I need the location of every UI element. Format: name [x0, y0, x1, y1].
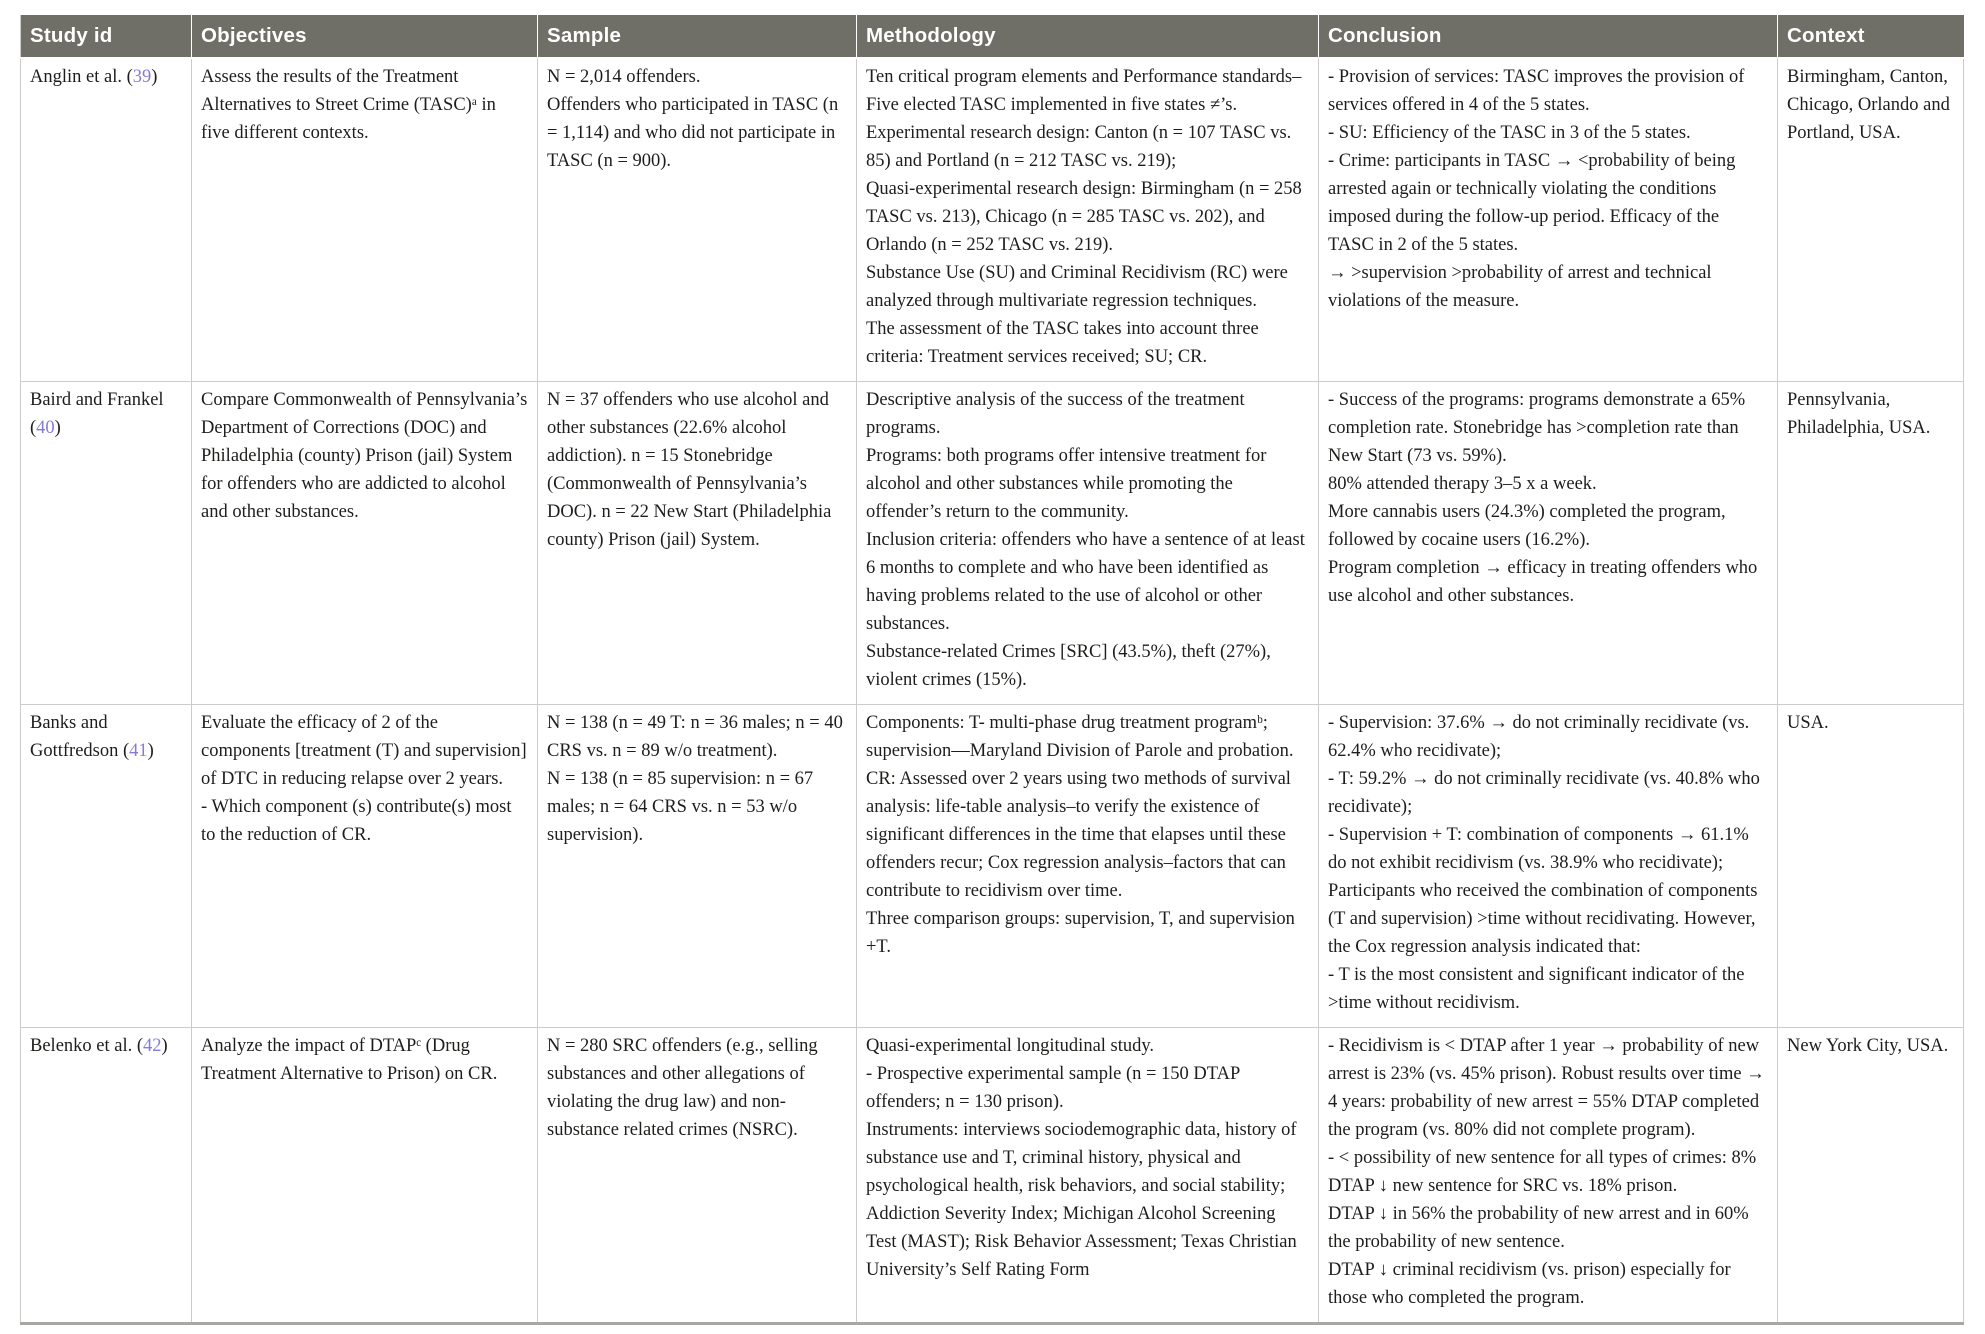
paragraph: Quasi-experimental longitudinal study. [866, 1036, 1155, 1056]
citation-link[interactable]: 41 [129, 741, 148, 761]
paragraph: Birmingham, Canton, Chicago, Orlando and Portland, USA. [1787, 67, 1950, 143]
study-id-text: Anglin et al. ( [30, 67, 133, 87]
col-header-methodology: Methodology [857, 15, 1319, 58]
paragraph: Participants who received the combination of components (T and supervision) >time without recidivating. However, the Cox regression analysis indicated that: [1328, 881, 1758, 957]
study-id-text: ) [147, 741, 154, 761]
cell-study-id [21, 58, 192, 382]
cell-conclusion [1319, 705, 1778, 1028]
table-row [21, 1028, 1964, 1324]
paragraph: More cannabis users (24.3%) completed the program, followed by cocaine users (16.2%). [1328, 502, 1726, 550]
study-id-text: Banks and Gottfredson ( [30, 713, 130, 761]
cell-context [1778, 58, 1964, 382]
cell-study-id [21, 1028, 192, 1324]
paragraph: Assess the results of the Treatment Alternatives to Street Crime (TASC)ᵃ in five different contexts. [201, 67, 496, 143]
paragraph: N = 280 SRC offenders (e.g., selling substances and other allegations of violating the drug law) and non-substance related crimes (NSRC). [547, 1036, 818, 1140]
paragraph: Substance Use (SU) and Criminal Recidivism (RC) were analyzed through multivariate regression techniques. [866, 263, 1288, 311]
paragraph: → >supervision >probability of arrest and technical violations of the measure. [1328, 263, 1712, 311]
paragraph: DTAP ↓ criminal recidivism (vs. prison) especially for those who completed the program. [1328, 1260, 1731, 1308]
paragraph: - Supervision: 37.6% → do not criminally recidivate (vs. 62.4% who recidivate); [1328, 713, 1750, 761]
paragraph: Programs: both programs offer intensive treatment for alcohol and other substances while promoting the offender’s return to the community. [866, 446, 1267, 522]
paragraph: - T is the most consistent and significant indicator of the >time without recidivism. [1328, 965, 1745, 1013]
cell-sample [538, 1028, 857, 1324]
cell-methodology [857, 382, 1319, 705]
paragraph: - < possibility of new sentence for all types of crimes: 8% DTAP ↓ new sentence for SRC vs. 18% prison. [1328, 1148, 1757, 1196]
citation-link[interactable]: 42 [143, 1036, 162, 1056]
paragraph: Experimental research design: Canton (n = 107 TASC vs. 85) and Portland (n = 212 TASC vs. 219); [866, 123, 1292, 171]
cell-methodology [857, 58, 1319, 382]
table-row [21, 58, 1964, 382]
paragraph: Quasi-experimental research design: Birmingham (n = 258 TASC vs. 213), Chicago (n = 285 TASC vs. 202), and Orlando (n = 252 TASC vs. 219). [866, 179, 1302, 255]
citation-link[interactable]: 39 [132, 67, 152, 87]
citation-link[interactable]: 40 [36, 418, 55, 438]
paragraph: Analyze the impact of DTAPᶜ (Drug Treatment Alternative to Prison) on CR. [201, 1036, 498, 1084]
table-header [21, 15, 1964, 58]
paragraph: Compare Commonwealth of Pennsylvania’s Department of Corrections (DOC) and Philadelphia (county) Prison (jail) System for offenders who are addicted to alcohol and other substances. [201, 390, 528, 522]
cell-methodology [857, 1028, 1319, 1324]
paragraph: - Success of the programs: programs demonstrate a 65% completion rate. Stonebridge has >completion rate than New Start (73 vs. 59%). [1328, 390, 1746, 466]
cell-context [1778, 382, 1964, 705]
paragraph: Program completion → efficacy in treating offenders who use alcohol and other substances. [1328, 558, 1758, 606]
paragraph: USA. [1787, 713, 1829, 733]
study-id-text: ) [161, 1036, 168, 1056]
paragraph: N = 2,014 offenders. [547, 67, 701, 87]
paragraph: - Which component (s) contribute(s) most to the reduction of CR. [201, 797, 512, 845]
cell-conclusion [1319, 382, 1778, 705]
paragraph: Evaluate the efficacy of 2 of the components [treatment (T) and supervision] of DTC in reducing relapse over 2 years. [201, 713, 527, 789]
col-header-sample: Sample [538, 15, 857, 58]
cell-objectives [192, 1028, 538, 1324]
paragraph: - Crime: participants in TASC → <probability of being arrested again or technically violating the conditions imposed during the follow-up period. Efficacy of the TASC in 2 of the 5 states. [1328, 151, 1736, 255]
study-id-text: Belenko et al. ( [30, 1036, 144, 1056]
paragraph: Inclusion criteria: offenders who have a sentence of at least 6 months to complete and who have been identified as having problems related to the use of alcohol or other substances. [866, 530, 1305, 634]
paragraph: Instruments: interviews sociodemographic data, history of substance use and T, criminal history, physical and psychological health, risk behaviors, and social stability; Addiction Severity Index; Michigan Alcohol Screening Test (MAST); Risk Behavior Assessment; Texas Christian University’s Self Rating Form [866, 1120, 1297, 1280]
paragraph: - SU: Efficiency of the TASC in 3 of the 5 states. [1328, 123, 1691, 143]
cell-study-id [21, 382, 192, 705]
cell-study-id [21, 705, 192, 1028]
paragraph: N = 37 offenders who use alcohol and other substances (22.6% alcohol addiction). n = 15 Stonebridge (Commonwealth of Pennsylvania’s DOC). n = 22 New Start (Philadelphia county) Prison (jail) System. [547, 390, 832, 550]
col-header-context: Context [1778, 15, 1964, 58]
study-id-text: ) [151, 67, 158, 87]
systematic-review-table-wrap [20, 15, 1963, 1325]
cell-conclusion [1319, 1028, 1778, 1324]
cell-context [1778, 705, 1964, 1028]
paragraph: Substance-related Crimes [SRC] (43.5%), theft (27%), violent crimes (15%). [866, 642, 1271, 690]
cell-conclusion [1319, 58, 1778, 382]
paragraph: Three comparison groups: supervision, T, and supervision +T. [866, 909, 1295, 957]
col-header-study-id: Study id [21, 15, 192, 58]
paragraph: - Supervision + T: combination of components → 61.1% do not exhibit recidivism (vs. 38.9% who recidivate); [1328, 825, 1749, 873]
paragraph: Components: T- multi-phase drug treatment programᵇ; supervision—Maryland Division of Parole and probation. [866, 713, 1294, 761]
col-header-conclusion: Conclusion [1319, 15, 1778, 58]
study-id-text: ) [54, 418, 61, 438]
paragraph: Ten critical program elements and Performance standards–Five elected TASC implemented in five states ≠’s. [866, 67, 1302, 115]
page [0, 15, 1985, 1325]
paragraph: - Provision of services: TASC improves the provision of services offered in 4 of the 5 states. [1328, 67, 1745, 115]
cell-objectives [192, 382, 538, 705]
cell-methodology [857, 705, 1319, 1028]
paragraph: DTAP ↓ in 56% the probability of new arrest and in 60% the probability of new sentence. [1328, 1204, 1749, 1252]
paragraph: Offenders who participated in TASC (n = 1,114) and who did not participate in TASC (n = 900). [547, 95, 839, 171]
cell-objectives [192, 58, 538, 382]
paragraph: N = 138 (n = 85 supervision: n = 67 males; n = 64 CRS vs. n = 53 w/o supervision). [547, 769, 814, 845]
paragraph: The assessment of the TASC takes into account three criteria: Treatment services received; SU; CR. [866, 319, 1259, 367]
cell-sample [538, 58, 857, 382]
table-row [21, 705, 1964, 1028]
cell-context [1778, 1028, 1964, 1324]
paragraph: Descriptive analysis of the success of the treatment programs. [866, 390, 1245, 438]
paragraph: CR: Assessed over 2 years using two methods of survival analysis: life-table analysis–to verify the existence of significant differences in the time that elapses until these offenders recur; Cox regression analysis–factors that can contribute to recidivism over time. [866, 769, 1291, 901]
systematic-review-table [20, 15, 1964, 1325]
cell-sample [538, 382, 857, 705]
cell-objectives [192, 705, 538, 1028]
paragraph: N = 138 (n = 49 T: n = 36 males; n = 40 CRS vs. n = 89 w/o treatment). [547, 713, 843, 761]
col-header-objectives: Objectives [192, 15, 538, 58]
study-id-text: Baird and Frankel ( [30, 390, 164, 438]
cell-sample [538, 705, 857, 1028]
paragraph: - T: 59.2% → do not criminally recidivate (vs. 40.8% who recidivate); [1328, 769, 1760, 817]
paragraph: New York City, USA. [1787, 1036, 1949, 1056]
paragraph: Pennsylvania, Philadelphia, USA. [1787, 390, 1931, 438]
table-row [21, 382, 1964, 705]
paragraph: - Recidivism is < DTAP after 1 year → probability of new arrest is 23% (vs. 45% prison). Robust results over time → 4 years: probability of new arrest = 55% DTAP completed the program (vs. 80% did not complete program). [1328, 1036, 1765, 1140]
paragraph: - Prospective experimental sample (n = 150 DTAP offenders; n = 130 prison). [866, 1064, 1240, 1112]
paragraph: 80% attended therapy 3–5 x a week. [1328, 474, 1597, 494]
